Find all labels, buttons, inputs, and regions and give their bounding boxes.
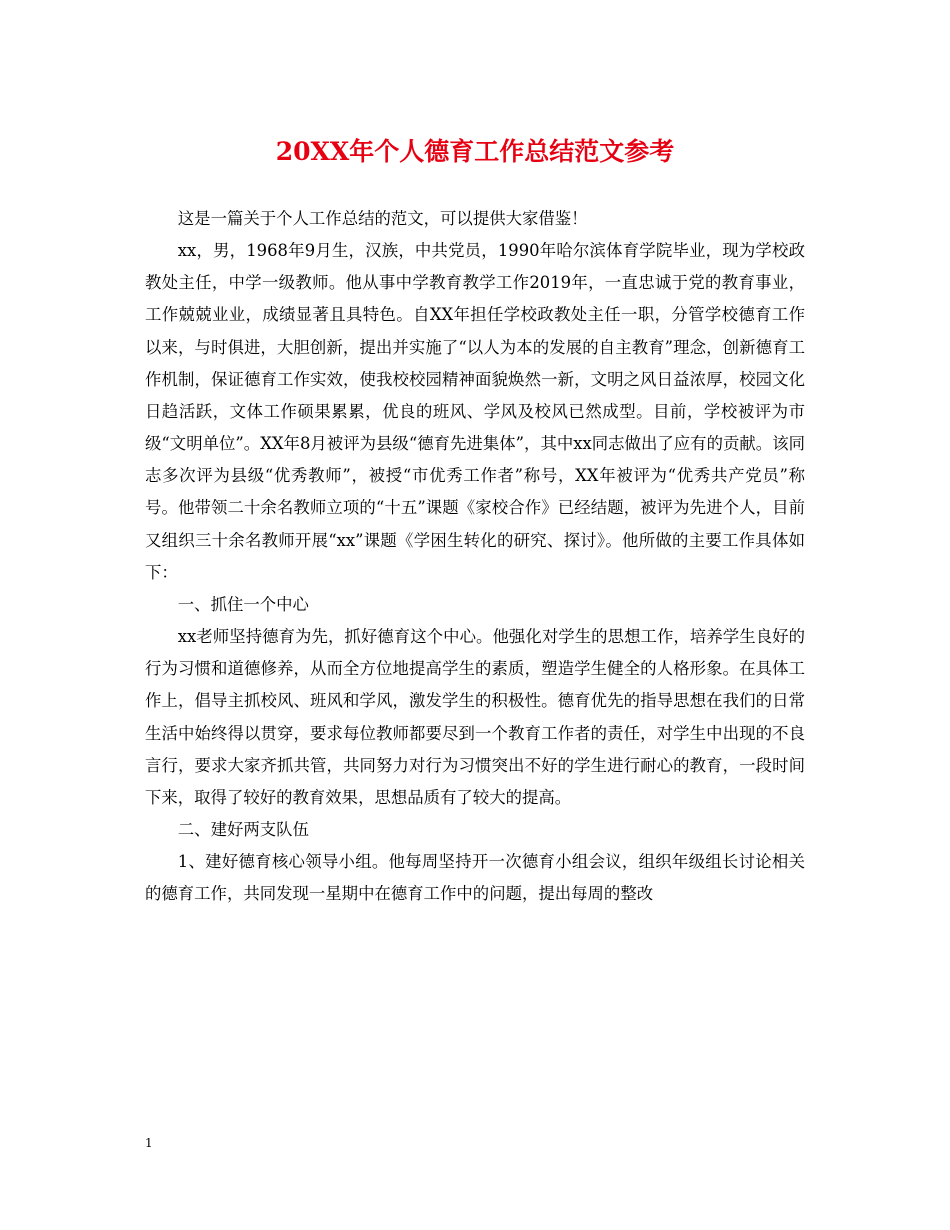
section-1-paragraph: xx老师坚持德育为先，抓好德育这个中心。他强化对学生的思想工作，培养学生良好的行为习惯和道德修养，从而全方位地提高学生的素质，塑造学生健全的人格形象。在具体工作上，倡导主抓校风、班风和学风，激发学生的积极性。德育优先的指导思想在我们的日常生活中始终得以贯穿，要求每位教师都要尽到一个教育工作者的责任，对学生中出现的不良言行，要求大家齐抓共管，共同努力对行为习惯突出不好的学生进行耐心的教育，一段时间下来，取得了较好的教育效果，思想品质有了较大的提高。 — [145, 627, 805, 807]
page-number: 1 — [145, 1136, 153, 1150]
section-heading-1: 一、抓住一个中心 — [177, 594, 309, 614]
section-heading-2: 二、建好两支队伍 — [177, 819, 309, 839]
intro-paragraph: 这是一篇关于个人工作总结的范文，可以提供大家借鉴！ — [177, 209, 588, 228]
profile-paragraph: xx，男，1968年9月生，汉族，中共党员，1990年哈尔滨体育学院毕业，现为学校政教处主任，中学一级教师。他从事中学教育教学工作2019年，一直忠诚于党的教育事业，工作兢兢业业，成绩显著且具特色。自XX年担任学校政教处主任一职，分管学校德育工作以来，与时俱进，大胆创新，提出并实施了“以人为本的发展的自主教育”理念，创新德育工作机制，保证德育工作实效，使我校校园精神面貌焕然一新，文明之风日益浓厚，校园文化日趋活跃，文体工作硕果累累，优良的班风、学风及校风已然成型。目前，学校被评为市级“文明单位”。XX年8月被评为县级“德育先进集体”，其中xx同志做出了应有的贡献。该同志多次评为县级“优秀教师”，被授“市优秀工作者”称号，XX年被评为“优秀共产党员”称号。他带领二十余名教师立项的“十五”课题《家校合作》已经结题，被评为先进个人，目前又组织三十余名教师开展“xx”课题《学困生转化的研究、探讨》。他所做的主要工作具体如下： — [145, 241, 805, 582]
document-title: 20XX年个人德育工作总结范文参考 — [275, 137, 675, 166]
section-2-paragraph: 1、建好德育核心领导小组。他每周坚持开一次德育小组会议，组织年级组长讨论相关的德育工作，共同发现一星期中在德育工作中的问题，提出每周的整改 — [145, 852, 805, 904]
document-body — [145, 203, 805, 910]
